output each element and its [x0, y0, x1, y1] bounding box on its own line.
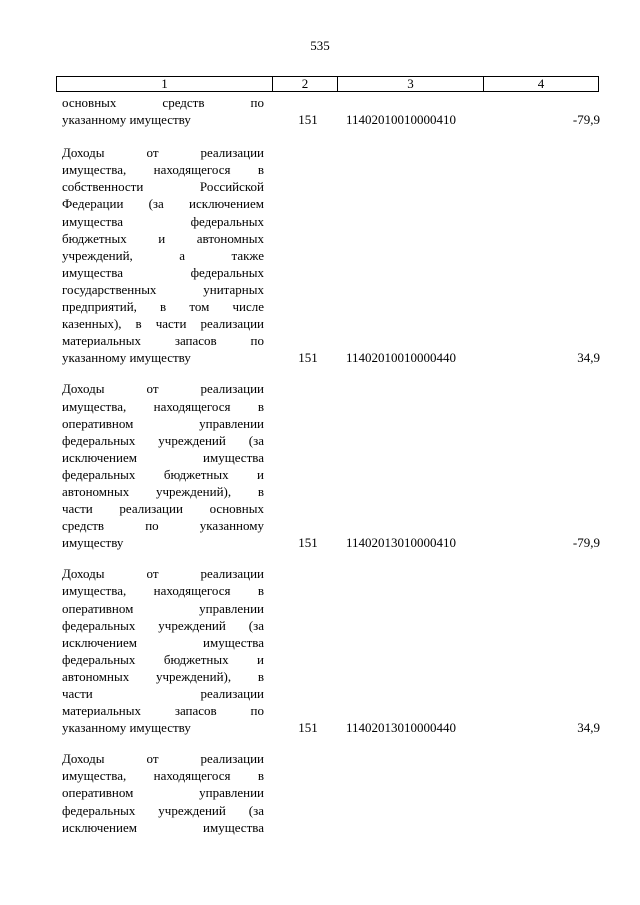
description-line: указанному имуществу [62, 112, 191, 128]
row-kbk: 11402013010000440 [346, 720, 457, 736]
table-row [0, 565, 640, 736]
header-col-3: 3 [338, 77, 484, 91]
row-values [0, 534, 640, 551]
row-description [62, 565, 264, 736]
row-kbk: 11402010010000410 [346, 112, 457, 128]
row-amount: -79,9 [572, 535, 600, 551]
row-code: 151 [298, 720, 318, 736]
description-line: основных средств по [62, 95, 264, 110]
description-line: имущества, находящегося в [62, 162, 264, 178]
description-line: учреждений, а также [62, 247, 264, 263]
description-line: оперативном управлении [62, 415, 264, 431]
header-col-2: 2 [273, 77, 338, 91]
description-line: федеральных учреждений (за [62, 432, 264, 448]
description-line: средств по указанному [62, 518, 264, 534]
table-body [0, 94, 640, 850]
description-line: автономных учреждений), в [62, 483, 264, 499]
description-line: исключением имущества [62, 819, 264, 835]
description-line: автономных учреждений), в [62, 668, 264, 684]
description-line: казенных), в части реализации [62, 316, 264, 332]
row-values [0, 719, 640, 736]
description-line: имуществу [62, 535, 124, 551]
description-line: Доходы от реализации [62, 566, 264, 582]
description-line: имущества федеральных [62, 264, 264, 280]
description-line: имущества, находящегося в [62, 583, 264, 599]
description-line: государственных унитарных [62, 281, 264, 297]
table-row [0, 144, 640, 366]
description-line: Доходы от реализации [62, 751, 264, 767]
description-line: предприятий, в том числе [62, 299, 264, 315]
row-amount: 34,9 [577, 720, 600, 736]
row-code: 151 [298, 350, 318, 366]
description-line: материальных запасов по [62, 333, 264, 349]
row-amount: 34,9 [577, 350, 600, 366]
description-line: федеральных бюджетных и [62, 651, 264, 667]
row-description [62, 380, 264, 551]
row-code: 151 [298, 535, 318, 551]
row-amount: -79,9 [572, 112, 600, 128]
description-line: бюджетных и автономных [62, 230, 264, 246]
header-col-4: 4 [537, 76, 545, 91]
table-header [56, 76, 599, 92]
row-kbk: 11402013010000410 [346, 535, 457, 551]
description-line: указанному имуществу [62, 350, 191, 366]
description-line: материальных запасов по [62, 703, 264, 719]
description-line: Федерации (за исключением [62, 196, 264, 212]
description-line: указанному имуществу [62, 720, 191, 736]
row-values [0, 111, 640, 128]
description-line: исключением имущества [62, 449, 264, 465]
row-kbk: 11402010010000440 [346, 350, 457, 366]
row-values [0, 349, 640, 366]
description-line: оперативном управлении [62, 600, 264, 616]
description-line: Доходы от реализации [62, 145, 264, 161]
description-line: имущества, находящегося в [62, 768, 264, 784]
row-values [0, 819, 640, 836]
table-row [0, 750, 640, 835]
row-description [62, 144, 264, 366]
description-line: части реализации [62, 686, 264, 701]
row-code: 151 [298, 112, 318, 128]
table-row [0, 380, 640, 551]
table-row [0, 94, 640, 128]
description-line: части реализации основных [62, 501, 264, 517]
description-line: федеральных учреждений (за [62, 802, 264, 818]
description-line: имущества, находящегося в [62, 398, 264, 414]
description-line: оперативном управлении [62, 785, 264, 801]
description-line: Доходы от реализации [62, 381, 264, 397]
description-line: федеральных бюджетных и [62, 466, 264, 482]
description-line: имущества федеральных [62, 213, 264, 229]
header-col-1: 1 [57, 77, 273, 91]
description-line: собственности Российской [62, 179, 264, 195]
description-line: федеральных учреждений (за [62, 617, 264, 633]
description-line: исключением имущества [62, 634, 264, 650]
page-number: 535 [310, 38, 330, 53]
